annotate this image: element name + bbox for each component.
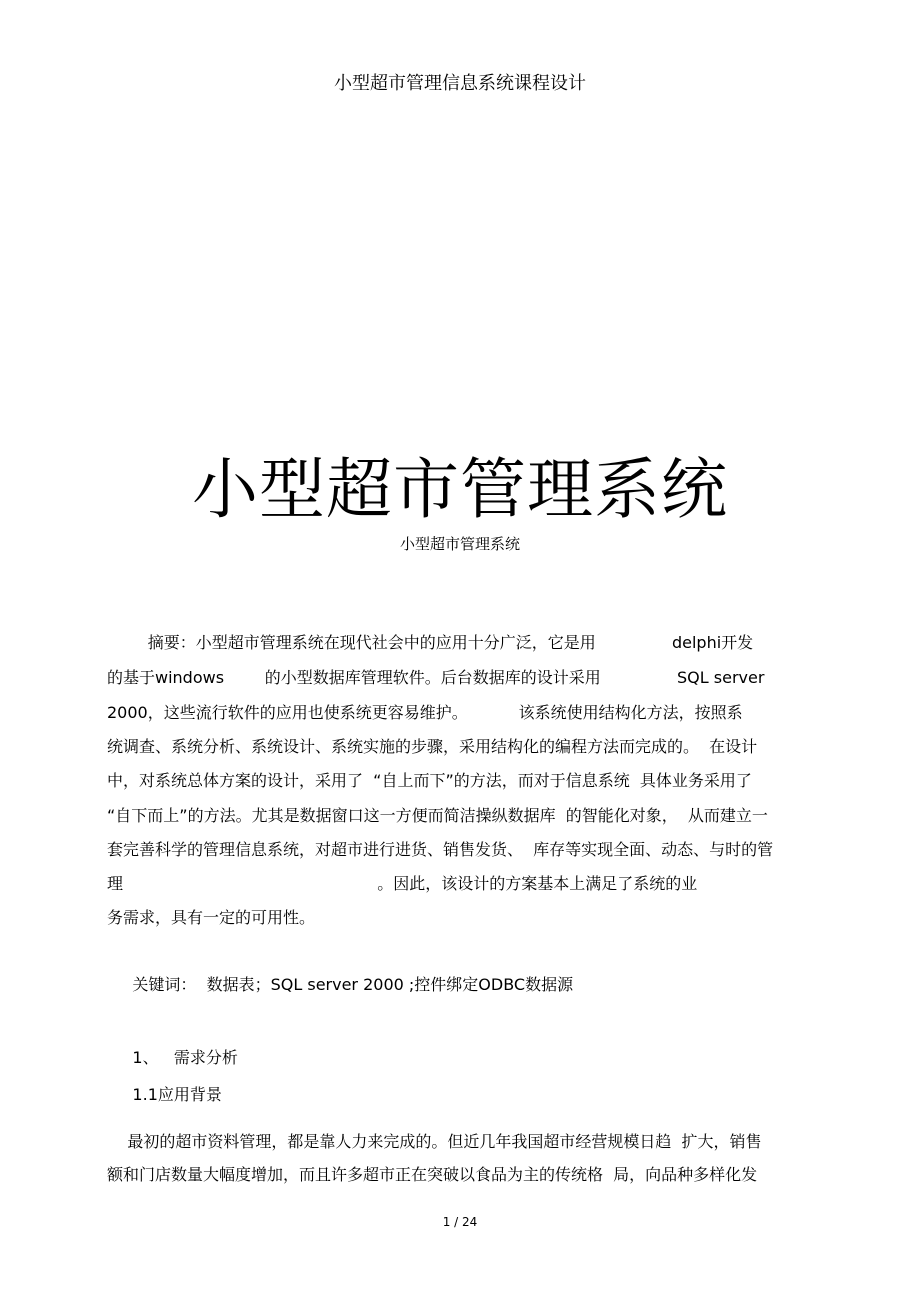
section-heading: 1、 需求分析 — [107, 1048, 238, 1067]
page-number: 1 / 24 — [442, 1215, 478, 1229]
running-header: 小型超市管理信息系统课程设计 — [334, 73, 586, 94]
abstract-line-2: 的基于windows 的小型数据库管理软件。后台数据库的设计采用 SQL server — [107, 668, 765, 687]
abstract-line-6: “自下而上”的方法。尤其是数据窗口这一方便而简洁操纵数据库 的智能化对象， 从而建立一 — [107, 806, 768, 825]
abstract-line-7: 套完善科学的管理信息系统，对超市进行进货、销售发货、 库存等实现全面、动态、与时的管 — [107, 840, 774, 859]
body-line-2: 额和门店数量大幅度增加，而且许多超市正在突破以食品为主的传统格 局，向品种多样化发 — [107, 1165, 758, 1184]
main-title: 小型超市管理系统 — [192, 451, 728, 528]
abstract-line-5: 中，对系统总体方案的设计，采用了 “自上而下”的方法，而对于信息系统 具体业务采用了 — [107, 771, 752, 790]
abstract-line-3: 2000，这些流行软件的应用也使系统更容易维护。 该系统使用结构化方法，按照系 — [107, 703, 743, 722]
abstract-line-8: 理 。因此，该设计的方案基本上满足了系统的业 — [107, 874, 698, 893]
abstract-line-1: 摘要：小型超市管理系统在现代社会中的应用十分广泛，它是用 delphi开发 — [107, 633, 754, 652]
keywords: 关键词： 数据表；SQL server 2000 ;控件绑定ODBC数据源 — [107, 975, 574, 994]
abstract-line-4: 统调查、系统分析、系统设计、系统实施的步骤，采用结构化的编程方法而完成的。 在设计 — [107, 737, 758, 756]
abstract-line-9: 务需求，具有一定的可用性。 — [107, 908, 316, 927]
subtitle: 小型超市管理系统 — [399, 535, 520, 553]
body-line-1: 最初的超市资料管理，都是靠人力来完成的。但近几年我国超市经营规模日趋 扩大，销售 — [107, 1132, 762, 1151]
subsection-heading: 1.1应用背景 — [107, 1085, 222, 1104]
